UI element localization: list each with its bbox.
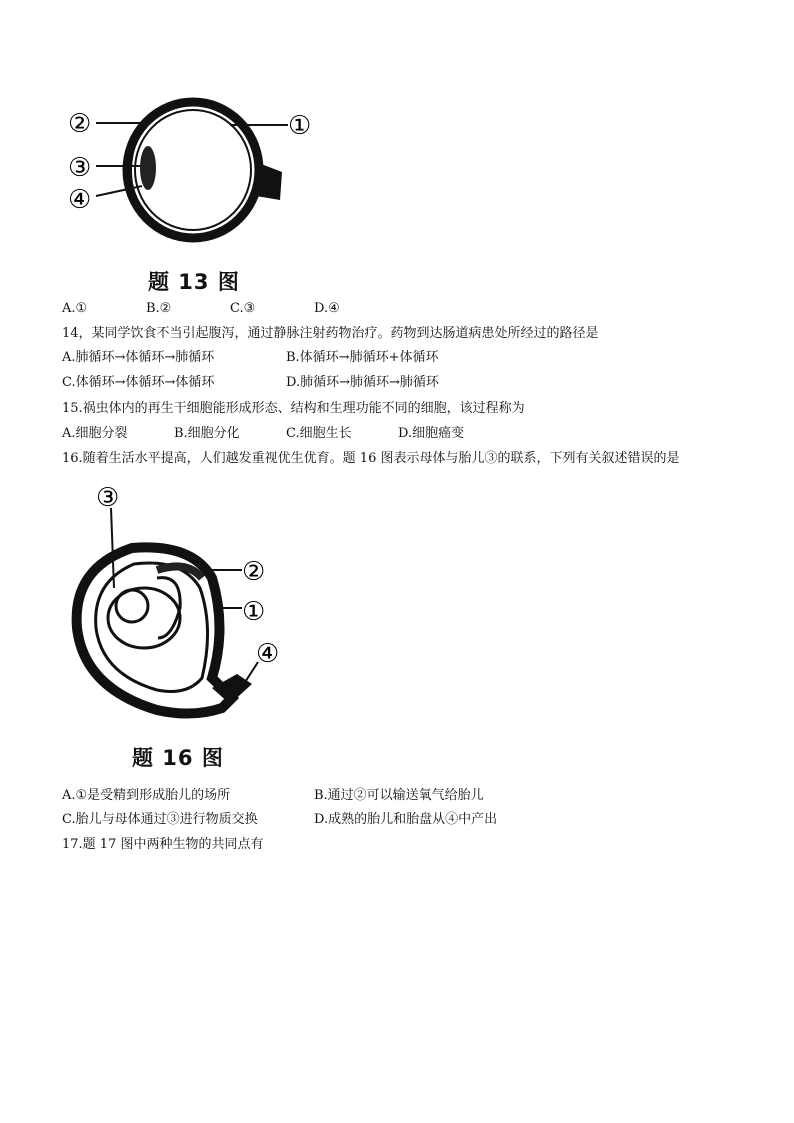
fig16-label-1: ① <box>242 597 266 627</box>
q14-option-c: C.体循环→体循环→体循环 <box>62 375 215 390</box>
fig16-label-2: ② <box>242 557 266 587</box>
q14-option-d: D.肺循环→肺循环→肺循环 <box>286 375 439 390</box>
fig13-caption: 题 13 图 <box>148 270 240 294</box>
q13-option-a: A.① <box>62 301 88 316</box>
fig16-label-4: ④ <box>256 639 280 669</box>
lens <box>140 146 156 190</box>
q15-stem: 15.祸虫体内的再生干细胞能形成形态、结构和生理功能不同的细胞，该过程称为 <box>62 401 525 416</box>
q14-option-b: B.体循环→肺循环+体循环 <box>286 350 439 365</box>
q14-stem: 14，某同学饮食不当引起腹泻，通过静脉注射药物治疗。药物到达肠道病患处所经过的路径是 <box>62 326 599 341</box>
q14-option-a: A.肺循环→体循环→肺循环 <box>62 350 215 365</box>
fig13-label-4: ④ <box>68 185 92 215</box>
q13-option-d: D.④ <box>314 301 340 316</box>
q13-option-b: B.② <box>146 301 172 316</box>
fig16-label-3: ③ <box>96 483 120 513</box>
q15-option-b: B.细胞分化 <box>174 426 240 441</box>
eye-diagram <box>60 90 330 250</box>
fig13-label-3: ③ <box>68 153 92 183</box>
q15-option-c: C.细胞生长 <box>286 426 352 441</box>
q16-stem: 16.随着生活水平提高，人们越发重视优生优育。题 16 图表示母体与胎儿③的联系，下列有关叙述错误的是 <box>62 451 680 466</box>
fetus-uterus-diagram <box>62 478 292 723</box>
optic-nerve <box>256 162 282 200</box>
q13-option-c: C.③ <box>230 301 256 316</box>
q15-option-d: D.细胞癌变 <box>398 426 465 441</box>
fig13-label-2: ② <box>68 109 92 139</box>
fig16-caption: 题 16 图 <box>132 746 224 770</box>
q17-stem: 17.题 17 图中两种生物的共同点有 <box>62 837 264 852</box>
q16-option-c: C.胎儿与母体通过③进行物质交换 <box>62 812 258 827</box>
q15-option-a: A.细胞分裂 <box>62 426 128 441</box>
fig13-label-1: ① <box>288 111 312 141</box>
fetus-head <box>116 590 148 622</box>
amniotic-sac <box>96 563 208 692</box>
q16-option-b: B.通过②可以输送氧气给胎儿 <box>314 788 484 803</box>
q16-option-d: D.成熟的胎儿和胎盘从④中产出 <box>314 812 498 827</box>
q16-option-a: A.①是受精到形成胎儿的场所 <box>62 788 231 803</box>
